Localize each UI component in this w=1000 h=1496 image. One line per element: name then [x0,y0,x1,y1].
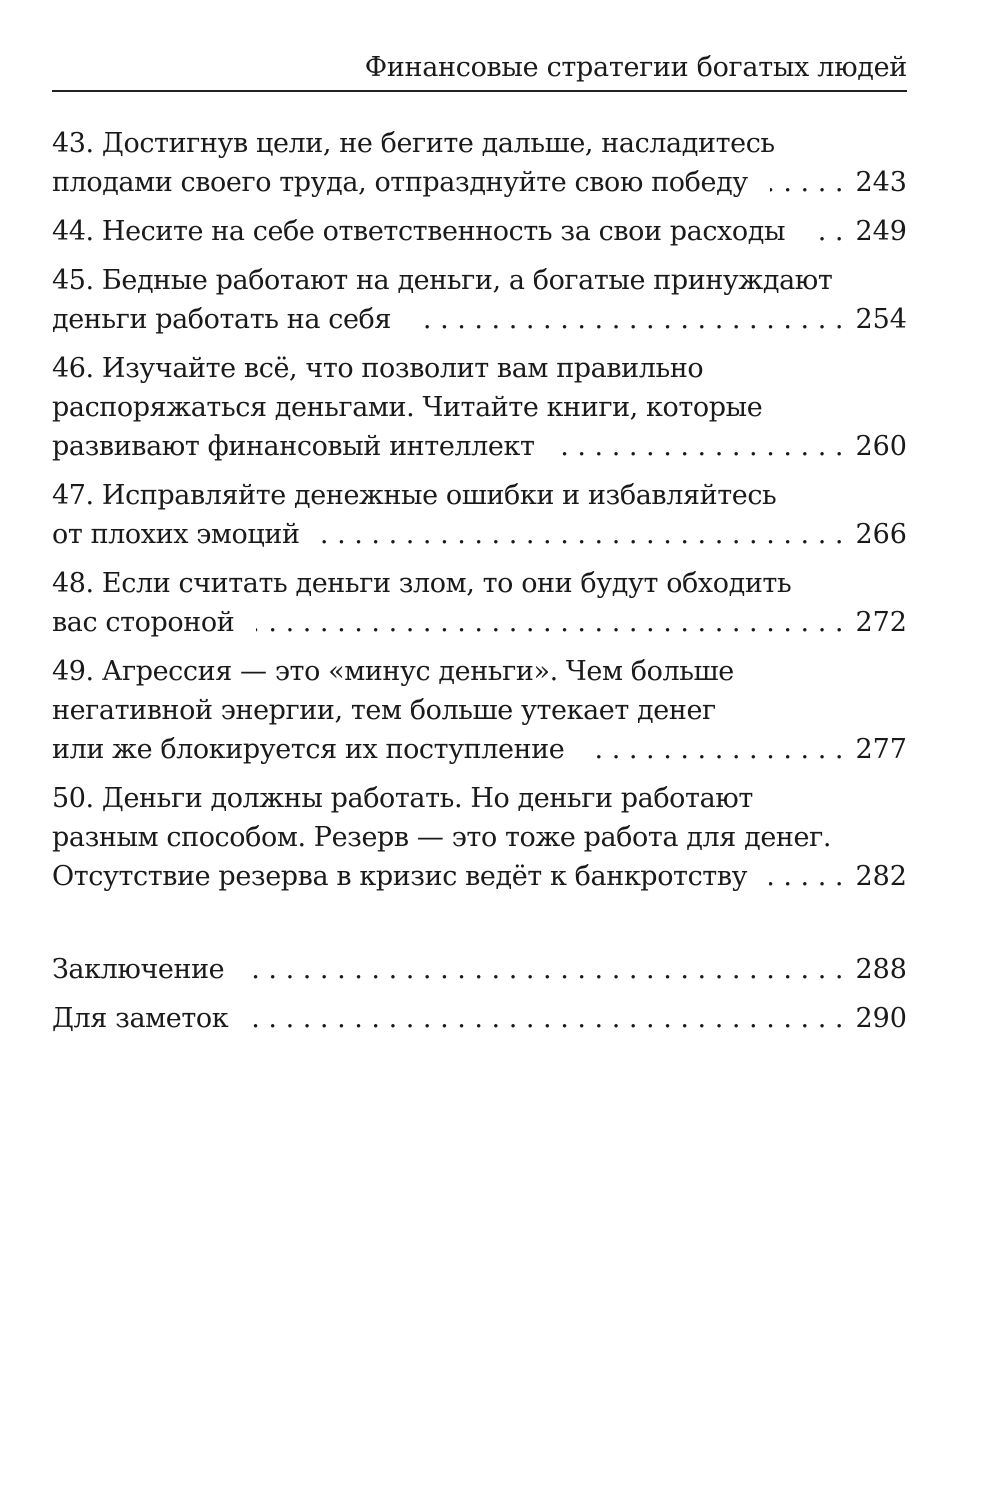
entry-line: негативной энергии, тем больше утекает денег [52,695,716,726]
toc-entry-notes[interactable] [52,999,907,1038]
entry-last-line [52,999,907,1038]
dot-leader [557,427,844,466]
page-number: 249 [855,216,907,247]
dot-leader [769,857,843,896]
dot-leader [807,212,843,251]
entry-last-line [52,950,907,989]
entry-last-line [52,730,907,769]
dot-leader [770,163,844,202]
entry-line: Отсутствие резерва в кризис ведёт к банкротству [52,861,748,892]
entry-line: от плохих эмоций [52,519,300,550]
toc-entry-conclusion[interactable] [52,950,907,989]
section-spacer [52,906,907,950]
entry-line: 49. Агрессия — это «минус деньги». Чем больше [52,656,734,687]
page-number: 243 [855,167,907,198]
entry-line: вас стороной [52,607,235,638]
entry-line: разным способом. Резерв — это тоже работа для денег. [52,822,831,853]
toc-entry-49[interactable] [52,652,907,769]
entry-line: или же блокируется их поступление [52,734,565,765]
page-number: 290 [855,1003,907,1034]
table-of-contents [52,124,907,1048]
toc-entry-50[interactable] [52,779,907,896]
entry-line: 47. Исправляйте денежные ошибки и избавляйтесь [52,480,777,511]
entry-line: плодами своего труда, отпразднуйте свою победу [52,167,748,198]
dot-leader [250,999,843,1038]
page-number: 277 [855,734,907,765]
page-number: 254 [855,304,907,335]
entry-last-line [52,300,907,339]
entry-line: Для заметок [52,1003,229,1034]
entry-last-line [52,163,907,202]
entry-line: 46. Изучайте всё, что позволит вам правильно [52,353,704,384]
dot-leader [413,300,843,339]
page-number: 282 [855,861,907,892]
toc-entry-44[interactable] [52,212,907,251]
entry-line: Заключение [52,954,225,985]
dot-leader [586,730,843,769]
entry-last-line [52,515,907,554]
entry-line: 44. Несите на себе ответственность за свои расходы [52,216,786,247]
toc-entry-45[interactable] [52,261,907,339]
page-number: 272 [855,607,907,638]
toc-entry-47[interactable] [52,476,907,554]
entry-line: деньги работать на себя [52,304,392,335]
entry-last-line [52,427,907,466]
entry-line: 50. Деньги должны работать. Но деньги работают [52,783,753,814]
entry-line: распоряжаться деньгами. Читайте книги, которые [52,392,763,423]
entry-line: 48. Если считать деньги злом, то они будут обходить [52,568,792,599]
dot-leader [256,603,843,642]
dot-leader [322,515,844,554]
entry-last-line [52,603,907,642]
entry-line: 45. Бедные работают на деньги, а богатые принуждают [52,265,833,296]
page-number: 260 [855,431,907,462]
toc-entry-48[interactable] [52,564,907,642]
entry-last-line [52,212,907,251]
header-rule [52,90,907,92]
page-number: 288 [855,954,907,985]
entry-line: 43. Достигнув цели, не бегите дальше, насладитесь [52,128,775,159]
toc-entry-46[interactable] [52,349,907,466]
page-number: 266 [855,519,907,550]
dot-leader [246,950,843,989]
entry-line: развивают финансовый интеллект [52,431,535,462]
entry-last-line [52,857,907,896]
toc-entry-43[interactable] [52,124,907,202]
running-title: Финансовые стратегии богатых людей [364,52,907,83]
